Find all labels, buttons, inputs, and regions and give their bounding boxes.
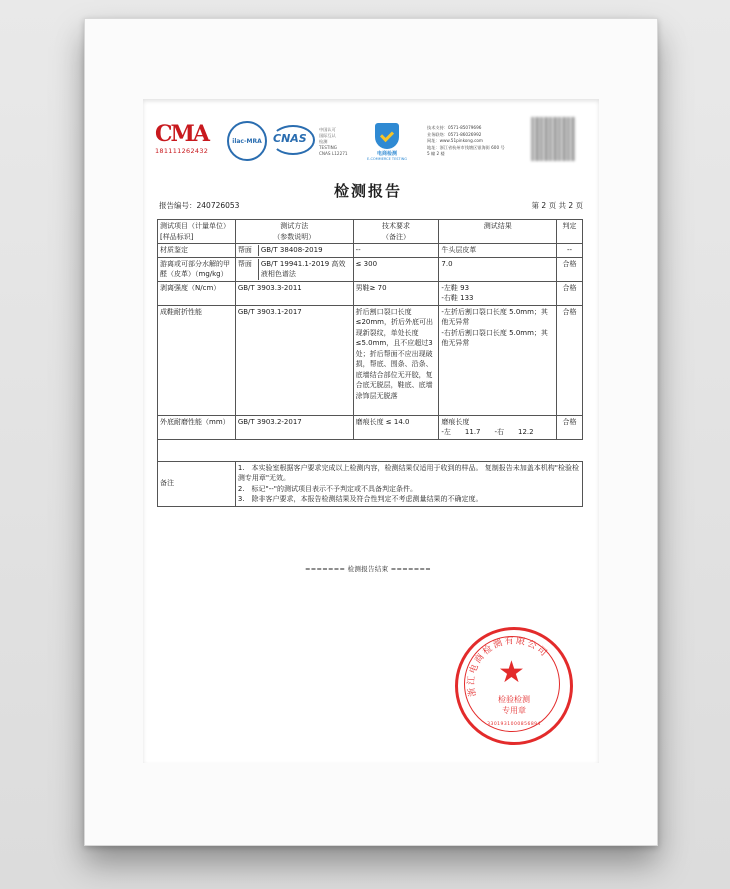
accreditation-text xyxy=(319,127,359,157)
row-judgement: 合格 xyxy=(557,305,583,415)
cma-logo xyxy=(155,123,221,155)
report-number-label: 报告编号： xyxy=(159,201,197,210)
contact-line: 5 幢 2 楼 xyxy=(427,151,445,157)
row-item: 外底耐磨性能（mm） xyxy=(158,415,236,439)
row-result: -左折后割口裂口长度 5.0mm；其他无异常 -右折后割口裂口长度 5.0mm；其他无异常 xyxy=(439,305,557,415)
ilac-label: ilac-MRA xyxy=(232,137,262,145)
row-item: 剥离强度（N/cm） xyxy=(158,281,236,305)
row-result: 牛头层皮革 xyxy=(439,244,557,258)
header-requirement: 技术要求 （备注） xyxy=(353,220,439,244)
ecommerce-testing-logo xyxy=(365,123,409,161)
table-header-row xyxy=(158,220,583,244)
report-title: 检测报告 xyxy=(333,182,402,200)
cnas-logo xyxy=(269,125,313,153)
seal-serial: 3301931000856894 xyxy=(487,722,541,727)
shield-label: 电商检测 xyxy=(376,151,397,157)
ilac-mra-logo xyxy=(227,121,267,161)
header-logos xyxy=(153,117,583,167)
paper-mat xyxy=(143,99,599,763)
header-judgement: 判定 xyxy=(557,220,583,244)
contact-info xyxy=(427,125,527,158)
page-info: 第 2 页 共 2 页 xyxy=(531,201,583,210)
test-results-table xyxy=(157,219,583,507)
shield-check-icon xyxy=(375,123,399,149)
picture-frame xyxy=(84,18,658,846)
table-row xyxy=(158,257,583,281)
seal-star-icon: ★ xyxy=(498,655,525,690)
seal-line-2: 专用章 xyxy=(502,706,526,715)
seal-org-text: 浙江电商检测有限公司 xyxy=(466,636,550,698)
cma-mark: CMA xyxy=(155,121,208,147)
report-document xyxy=(153,117,583,737)
shield-en-label: E-COMMERCE TESTING xyxy=(366,157,408,161)
cert-line: 国际互认 xyxy=(319,133,336,138)
header-method: 测试方法 （参数说明） xyxy=(235,220,353,244)
cert-line: TESTING xyxy=(319,145,338,150)
cert-line: CNAS L12271 xyxy=(319,151,348,156)
row-requirement: 磨痕长度 ≤ 14.0 xyxy=(353,415,439,439)
contact-line: 业务联络：0571-86026992 xyxy=(427,131,482,137)
notes-content xyxy=(235,461,582,506)
cert-line: 中国认可 xyxy=(319,127,336,132)
header-item: 测试项目（计量单位） [样品标识] xyxy=(158,220,236,244)
contact-line: 地址：浙江省杭州市钱塘区银海街 600 号 xyxy=(427,144,505,150)
contact-line: 技术支持：0571-85079696 xyxy=(427,125,482,130)
table-row xyxy=(158,244,583,258)
spacer-row xyxy=(158,439,583,461)
row-result: -左鞋 93 -右鞋 133 xyxy=(439,281,557,305)
row-result: 磨痕长度 -左 11.7 -右 12.2 xyxy=(439,415,557,439)
notes-label: 备注 xyxy=(158,461,236,506)
cma-number: 181111262432 xyxy=(155,147,209,155)
cert-line: 检测 xyxy=(319,139,328,144)
row-method: 帮面 GB/T 38408-2019 xyxy=(235,244,353,258)
row-method: 帮面 GB/T 19941.1-2019 高效液相色谱法 xyxy=(235,257,353,281)
note-line: 2. 标记"--"的测试项目表示不予判定或不具备判定条件。 xyxy=(237,484,417,493)
row-requirement: -- xyxy=(353,244,439,258)
table-row xyxy=(158,305,583,415)
row-judgement: -- xyxy=(557,244,583,258)
table-row xyxy=(158,281,583,305)
row-method: GB/T 3903.1-2017 xyxy=(235,305,353,415)
report-number xyxy=(159,200,239,211)
row-method: GB/T 3903.3-2011 xyxy=(235,281,353,305)
row-method: GB/T 3903.2-2017 xyxy=(235,415,353,439)
qr-code-icon xyxy=(531,117,575,161)
row-requirement: 折后割口裂口长度≤20mm，折后外底可出现新裂纹，单处长度≤5.0mm，且不应超过3处；折后帮面不应出现破损，帮底、围条、沿条、底墙结合部位无开胶，复合底无脱层，鞋底、底墙涂饰层无脱落 xyxy=(353,305,439,415)
report-number-value: 240726053 xyxy=(196,201,240,210)
contact-line: 网址：www.51pinkong.com xyxy=(427,138,484,144)
header-result: 测试结果 xyxy=(439,220,557,244)
row-judgement: 合格 xyxy=(557,257,583,281)
row-judgement: 合格 xyxy=(557,281,583,305)
row-item: 游离或可部分水解的甲醛（皮革）（mg/kg） xyxy=(158,257,236,281)
row-item: 材质鉴定 xyxy=(158,244,236,258)
official-seal xyxy=(455,627,573,745)
cnas-label: CNAS xyxy=(273,132,307,145)
row-requirement: 男鞋≥ 70 xyxy=(353,281,439,305)
row-result: 7.0 xyxy=(439,257,557,281)
note-line: 1. 本实验室根据客户要求完成以上检测内容，检测结果仅适用于收到的样品。 复制报告未加盖本机构"检验检测专用章"无效。 xyxy=(237,463,579,482)
note-line: 3. 除非客户要求，本报告检测结果及符合性判定不考虑测量结果的不确定度。 xyxy=(237,495,483,503)
seal-line-1: 检验检测 xyxy=(498,695,530,704)
report-end-text: ======= 检测报告结束 ======= xyxy=(305,565,431,573)
table-row xyxy=(158,415,583,439)
row-judgement: 合格 xyxy=(557,415,583,439)
notes-row xyxy=(158,461,583,506)
row-item: 成鞋耐折性能 xyxy=(158,305,236,415)
row-requirement: ≤ 300 xyxy=(353,257,439,281)
